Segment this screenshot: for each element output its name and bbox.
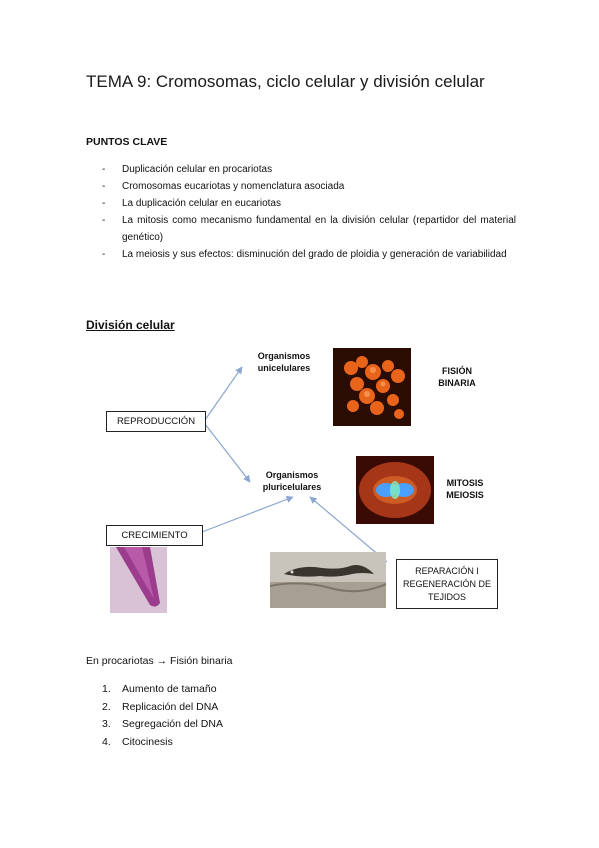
- bacteria-image: [333, 348, 411, 426]
- key-points-heading: PUNTOS CLAVE: [86, 136, 168, 148]
- key-points-list: [86, 161, 516, 263]
- division-heading: División celular: [86, 318, 175, 332]
- page-title: TEMA 9: Cromosomas, ciclo celular y división celular: [86, 72, 485, 91]
- bullet-dash: -: [102, 215, 106, 226]
- bullet-dash: -: [102, 249, 106, 260]
- list-item: - Cromosomas eucariotas y nomenclatura asociada: [86, 178, 516, 195]
- procariotas-steps: [86, 681, 223, 751]
- pluricelulares-label: Organismos pluricelulares: [262, 470, 322, 492]
- procariotas-line: En procariotas → Fisión binaria: [86, 655, 233, 667]
- bullet-dash: -: [102, 198, 106, 209]
- arrow-right-icon: →: [156, 655, 168, 667]
- mitosis-label: MITOSIS MEIOSIS: [446, 478, 484, 500]
- crecimiento-box: CRECIMIENTO: [106, 525, 203, 546]
- list-item: 3. Segregación del DNA: [102, 718, 223, 730]
- list-item: - La mitosis como mecanismo fundamental en la división celular (repartidor del material genético): [86, 212, 516, 246]
- bullet-dash: -: [102, 164, 106, 175]
- root-tip-image: [110, 547, 167, 613]
- arrow-to-pluricelulares: [205, 424, 250, 482]
- list-item: - La duplicación celular en eucariotas: [86, 195, 516, 212]
- arrow-crecimiento: [202, 497, 293, 532]
- unicelulares-label: Organismos unicelulares: [257, 351, 311, 373]
- list-item: 2. Replicación del DNA: [102, 700, 219, 713]
- mitosis-image: [356, 456, 434, 524]
- reparacion-box: REPARACIÓN I REGENERACIÓN DE TEJIDOS: [396, 559, 498, 609]
- arrow-to-unicelulares: [205, 367, 242, 420]
- bullet-dash: -: [102, 181, 106, 192]
- lizard-image: [270, 552, 386, 608]
- list-item: - La meiosis y sus efectos: disminución del grado de ploidia y generación de variabilidad: [86, 246, 516, 263]
- list-item: - Duplicación celular en procariotas: [86, 161, 516, 178]
- fision-label: FISIÓN BINARIA: [438, 366, 476, 388]
- list-item: 4. Citocinesis: [102, 735, 173, 748]
- reproduccion-box: REPRODUCCIÓN: [106, 411, 206, 432]
- list-item: 1. Aumento de tamaño: [102, 683, 217, 695]
